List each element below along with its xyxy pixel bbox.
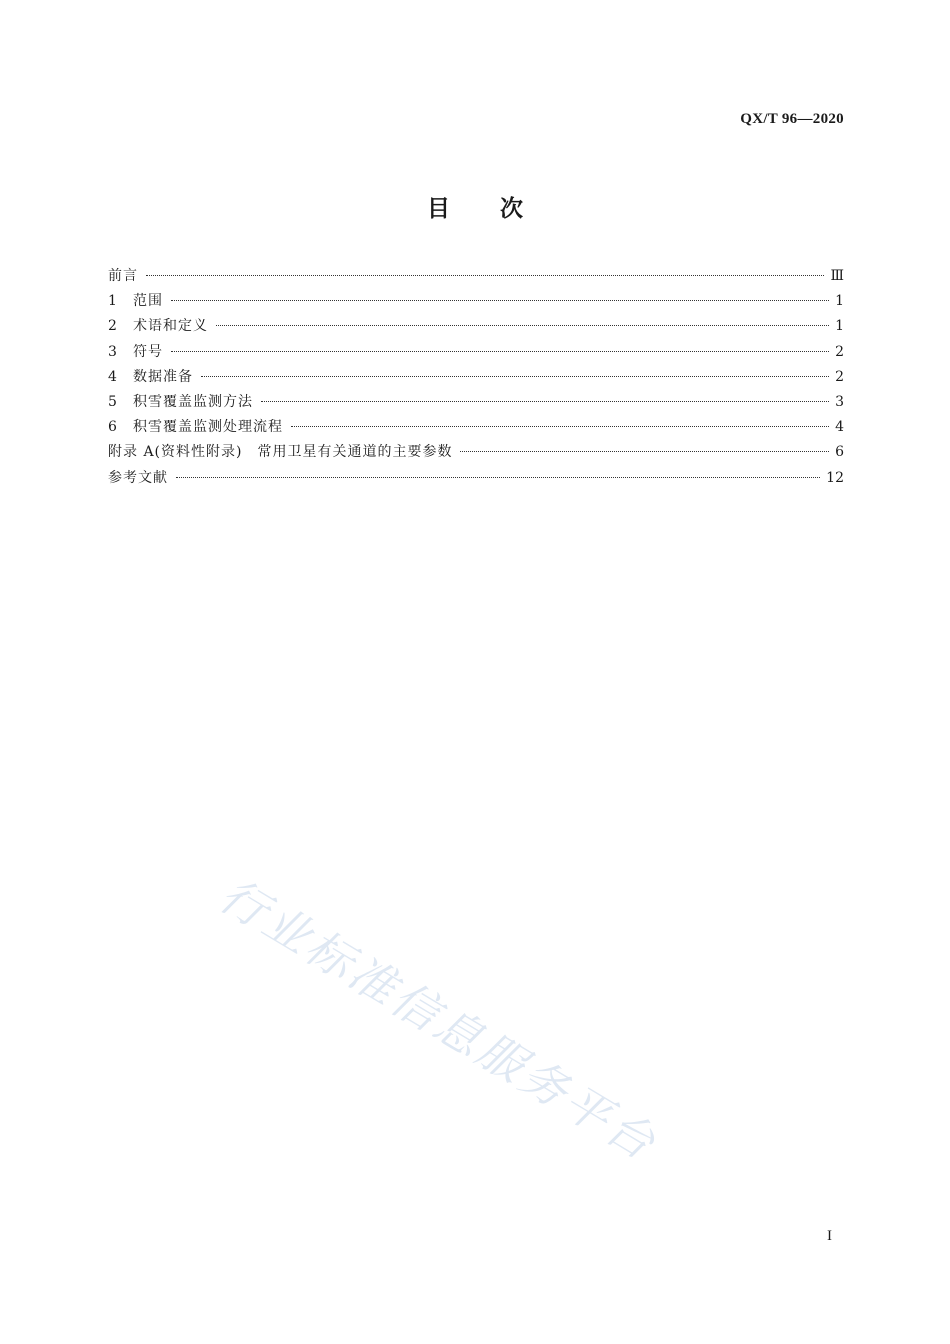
page-number: I [827,1228,832,1244]
toc-entry-symbols[interactable] [108,340,844,365]
toc-leader-dots [460,450,829,452]
toc-entry-page: 4 [835,419,844,436]
toc-title: 目次 [427,196,573,222]
toc-entry-text: 参考文献 [108,469,168,486]
toc-leader-dots [176,476,820,478]
toc-entry-appendix-a[interactable] [108,440,844,465]
watermark: 行业标准信息服务平台 [210,867,667,1172]
toc-entry-scope[interactable] [108,289,844,314]
toc-entry-number: 2 [108,318,117,335]
toc-entry-text: 符号 [133,343,163,360]
toc-entry-foreword[interactable] [108,264,844,289]
toc-entry-number: 1 [108,293,117,310]
toc-entry-monitoring-method[interactable] [108,390,844,415]
toc-entry-processing-flow[interactable] [108,415,844,440]
toc-leader-dots [171,350,829,352]
toc-entry-text: 数据准备 [133,368,193,385]
toc-leader-dots [171,299,829,301]
toc-entry-page: 12 [826,469,844,486]
toc-entry-text: 前言 [108,268,138,284]
toc-entry-text: 附录 A(资料性附录) 常用卫星有关通道的主要参数 [108,444,453,461]
toc-entry-page: 2 [835,368,844,385]
toc-entry-number: 3 [108,343,117,360]
toc-entry-page: Ⅲ [830,268,844,284]
toc-leader-dots [146,274,824,276]
toc-entry-text: 积雪覆盖监测方法 [133,393,253,410]
toc-entry-page: 3 [835,393,844,410]
toc-entry-number: 4 [108,368,117,385]
toc-entry-page: 1 [835,293,844,310]
table-of-contents [108,264,844,491]
toc-entry-data-preparation[interactable] [108,365,844,390]
toc-entry-references[interactable] [108,466,844,491]
toc-entry-number: 6 [108,419,117,436]
toc-entry-page: 2 [835,343,844,360]
toc-leader-dots [261,400,829,402]
toc-entry-page: 1 [835,318,844,335]
toc-leader-dots [291,425,829,427]
toc-leader-dots [201,375,829,377]
toc-entry-terms[interactable] [108,314,844,339]
toc-entry-page: 6 [835,444,844,461]
standard-code: QX/T 96—2020 [740,111,844,127]
toc-leader-dots [216,324,829,326]
toc-entry-text: 术语和定义 [133,318,208,335]
toc-entry-text: 积雪覆盖监测处理流程 [133,419,283,436]
toc-entry-number: 5 [108,393,117,410]
toc-entry-text: 范围 [133,293,163,310]
